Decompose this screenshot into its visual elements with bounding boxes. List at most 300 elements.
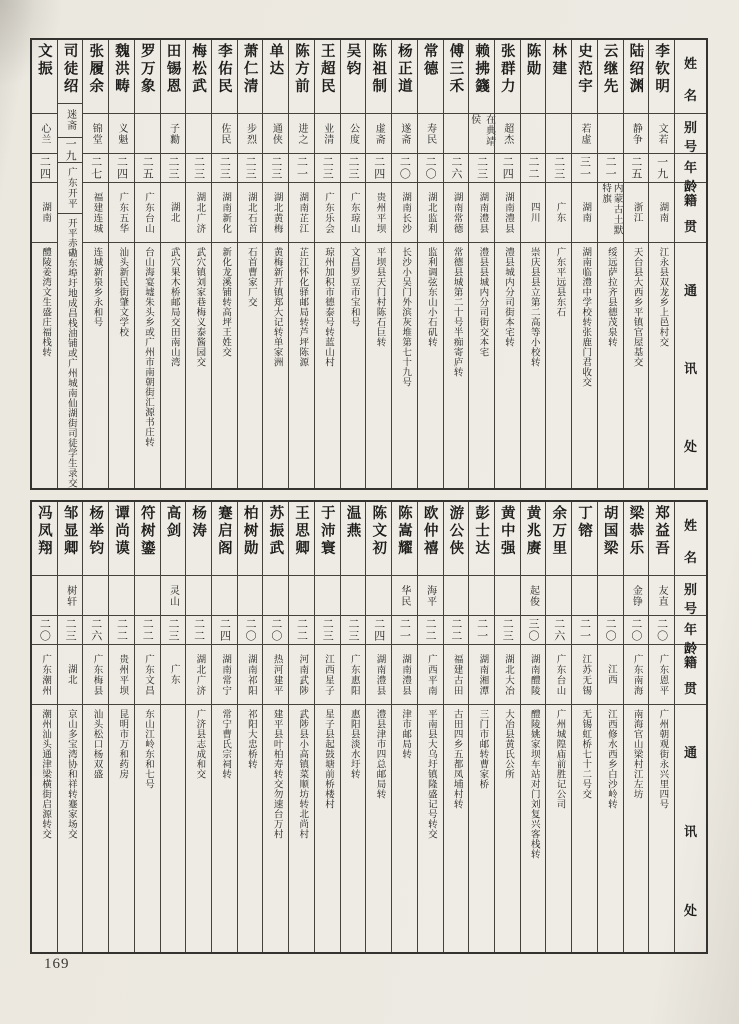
person-name-text: 丁镕 [575,505,592,540]
person-address-text: 武穴镇刘家巷梅义泰酱园交 [194,247,205,367]
person-origin-text: 江西星子 [323,653,334,696]
page-number: 169 [44,956,70,972]
person-column [57,40,83,488]
person-origin [649,645,674,705]
person-name-text: 史范宇 [575,43,592,96]
person-name [341,40,366,114]
person-alias-text: 灵山 [167,584,179,607]
person-column [571,502,597,952]
person-alias-text: 树轩 [64,584,76,607]
person-address [263,243,288,488]
person-column [82,502,108,952]
person-alias [186,576,211,616]
person-name [315,502,340,576]
person-address [83,243,108,488]
person-name-text: 符树鎏 [138,505,155,558]
person-age-text: 二三 [475,156,488,180]
person-age [58,138,83,163]
person-address [212,243,237,488]
person-name-text: 常德 [421,43,438,78]
person-address-text: 星子县起鼓塘前桥楼村 [323,709,334,809]
person-alias [341,576,366,616]
person-name-text: 司徒绍 [61,43,78,96]
person-origin-text: 江苏无锡 [580,653,591,696]
person-address [186,243,211,488]
person-address [546,243,571,488]
person-age [161,154,186,183]
person-alias [315,576,340,616]
person-name [572,502,597,576]
person-name [83,502,108,576]
person-name [469,40,494,114]
person-name [495,502,520,576]
person-column [340,40,366,488]
person-origin [546,183,571,243]
person-age [289,616,314,645]
person-alias [238,114,263,154]
person-address [161,705,186,952]
person-address [341,705,366,952]
person-address-text: 开平赤磡东埠圩地成昌栈油铺或广州城南仙湖街司徒学生录交 [65,218,76,488]
person-origin [495,645,520,705]
person-column [108,40,134,488]
person-origin [109,645,134,705]
person-name [495,40,520,114]
person-origin-text: 四川 [528,202,539,223]
person-age [649,154,674,183]
person-age [186,616,211,645]
person-age-text: 二五 [629,156,642,180]
person-name [649,502,674,576]
person-column [262,502,288,952]
person-column [623,502,649,952]
person-name-text: 陈文初 [370,505,387,558]
person-column [597,502,623,952]
person-age-text: 二三 [501,618,514,642]
person-address [521,705,546,952]
person-alias [392,114,417,154]
person-origin [135,183,160,243]
person-address-text: 东山江岭东和七号 [142,709,153,789]
person-age [649,616,674,645]
person-name-text: 田锡恩 [164,43,181,96]
person-age-text: 二三 [218,156,231,180]
person-column [545,40,571,488]
person-column [211,502,237,952]
person-name [238,502,263,576]
person-age [572,616,597,645]
person-name-text: 胡国梁 [601,505,618,558]
person-address-text: 常宁曹氏宗祠转 [220,709,231,779]
person-address [572,705,597,952]
person-origin-text: 浙江 [631,202,642,223]
person-address-text: 澧县县城内分司街交本宅 [477,247,488,357]
person-origin [315,183,340,243]
person-address-text: 平坝县天门村陈石巨转 [374,247,385,347]
person-address-text: 广州朝观街永兴里四号 [657,709,668,809]
person-address-text: 无锡虹桥七十二号交 [580,709,591,799]
person-alias [546,576,571,616]
person-name-text: 文振 [35,43,52,78]
person-origin [135,645,160,705]
person-column [160,502,186,952]
person-origin-text: 湖南长沙 [400,191,411,234]
person-column [391,502,417,952]
person-name [289,502,314,576]
person-age-text: 二三 [346,156,359,180]
person-age [135,154,160,183]
person-origin [238,645,263,705]
row-header-address-text: 通 讯 处 [683,282,697,455]
person-name-text: 萧仁清 [241,43,258,96]
person-address-text: 长沙小吴门外滨灰堆第七十九号 [400,247,411,387]
person-origin [238,183,263,243]
person-alias [495,576,520,616]
person-origin-text: 湖南澧县 [503,191,514,234]
person-origin-text: 湖北广济 [194,191,205,234]
person-address [58,214,83,488]
person-address-text: 建平县叶柏寿转交勿速台万村 [271,709,282,839]
person-address [341,243,366,488]
person-name-text: 吴钧 [344,43,361,78]
person-age [161,616,186,645]
person-name-text: 梁恭乐 [627,505,644,558]
person-column [520,502,546,952]
person-name-text: 柏树勋 [241,505,258,558]
person-address [315,243,340,488]
row-header-origin-text: 籍 贯 [683,192,697,235]
row-header-age [675,616,706,656]
person-address [624,705,649,952]
person-address [135,705,160,952]
person-age [418,616,443,645]
person-origin-text: 湖北监利 [425,191,436,234]
person-alias [546,114,571,154]
person-origin-text: 广东台山 [554,653,565,696]
person-alias-text: 华民 [398,584,410,607]
person-address-text: 澧县城内分司街本宅转 [503,247,514,347]
person-alias [135,576,160,616]
person-name [109,40,134,114]
person-name-text: 杨举钧 [87,505,104,558]
person-alias-text: 遂斋 [398,122,410,145]
person-origin [546,645,571,705]
person-address [444,705,469,952]
person-origin-text: 广东五华 [117,191,128,234]
person-age [444,154,469,183]
person-name [161,40,186,114]
person-alias [598,576,623,616]
person-name-text: 陆绍渊 [627,43,644,96]
person-age [444,616,469,645]
person-alias [366,114,391,154]
person-age [315,616,340,645]
person-address-text: 祁阳大忠桥转 [245,709,256,769]
person-age [135,616,160,645]
row-header-alias [675,576,706,616]
row-header-age-text: 年 龄 [683,622,697,656]
person-column [108,502,134,952]
person-column [391,40,417,488]
person-origin [392,645,417,705]
person-address [263,705,288,952]
person-name [392,40,417,114]
person-address [649,243,674,488]
person-address [546,705,571,952]
person-address [624,243,649,488]
person-address [469,705,494,952]
person-age [263,154,288,183]
row-header-alias [675,114,706,154]
person-origin-text: 湖南芷江 [297,191,308,234]
person-origin [341,183,366,243]
person-age-text: 二二 [527,156,540,180]
person-age-text: 二三 [64,618,77,642]
person-column [545,502,571,952]
person-age-text: 三〇 [527,618,540,642]
person-column [32,40,57,488]
person-origin-text: 湖南新化 [220,191,231,234]
person-alias [444,114,469,154]
person-column [468,40,494,488]
person-address-text: 三门市邮转曹家桥 [477,709,488,789]
person-address-text: 大冶县黄氏公所 [503,709,514,779]
person-origin [212,183,237,243]
person-origin-text: 河南武陟 [297,653,308,696]
person-origin [649,183,674,243]
row-header-age [675,154,706,194]
person-origin-text: 湖北石首 [245,191,256,234]
person-column [134,502,160,952]
person-origin-text: 广东惠阳 [348,653,359,696]
person-age [521,154,546,183]
person-address-text: 汕头松口杨双盛 [91,709,102,779]
person-column [340,502,366,952]
person-alias [624,114,649,154]
person-column [82,40,108,488]
person-alias-text: 迷斋 [64,109,76,132]
person-alias [58,104,83,138]
person-column [134,40,160,488]
person-origin-text: 湖北大冶 [503,653,514,696]
person-origin-text: 广东文昌 [142,653,153,696]
person-column [520,40,546,488]
person-name [161,502,186,576]
person-name [469,502,494,576]
person-age-text: 二三 [166,156,179,180]
person-name-text: 王超民 [318,43,335,96]
person-alias [32,576,57,616]
person-age-text: 二三 [552,156,565,180]
person-alias [109,114,134,154]
person-age [238,154,263,183]
person-age-text: 二〇 [424,156,437,180]
person-age [495,616,520,645]
person-age [341,616,366,645]
person-alias [289,576,314,616]
person-alias [521,114,546,154]
person-address-text: 古田四乡五都凤埔村转 [451,709,462,809]
person-name [263,502,288,576]
person-origin-text: 内蒙古土默特旗 [600,183,622,236]
person-origin-text: 湖南澧县 [477,191,488,234]
person-origin [58,645,83,705]
person-age [238,616,263,645]
person-name-text: 魏洪畴 [113,43,130,96]
person-name-text: 杨涛 [190,505,207,540]
person-name [135,502,160,576]
person-age-text: 二二 [449,618,462,642]
person-alias [572,576,597,616]
person-origin [444,645,469,705]
person-address [186,705,211,952]
person-name-text: 李钦明 [653,43,670,96]
person-address-text: 监利调弦东山小石矶转 [425,247,436,347]
person-address-text: 广州城隍庙前胜记公司 [554,709,565,809]
person-name [624,40,649,114]
person-name [135,40,160,114]
person-age [418,154,443,183]
person-origin-text: 广东梅县 [91,653,102,696]
person-name [315,40,340,114]
person-name-text: 傅三禾 [447,43,464,96]
row-headers-column [674,502,706,952]
person-address [392,243,417,488]
person-origin-text: 湖南 [40,202,51,223]
person-address-text: 昆明市万和药房 [117,709,128,779]
person-address [521,243,546,488]
person-origin [418,645,443,705]
person-alias-text: 寿民 [424,122,436,145]
person-origin-text: 福建连城 [91,191,102,234]
person-name [341,502,366,576]
person-alias-text: 通侠 [270,122,282,145]
person-origin [32,183,57,243]
person-age [598,154,623,183]
person-alias [392,576,417,616]
person-age [32,154,57,183]
person-origin-text: 贵州平坝 [117,653,128,696]
person-name [649,40,674,114]
person-column [237,502,263,952]
person-name [289,40,314,114]
person-address-text: 黄梅新开镇郑大记转单家洲 [271,247,282,367]
person-age-text: 二二 [115,618,128,642]
person-address [598,705,623,952]
person-name [444,40,469,114]
person-address-text: 醴陵姚家坝车站对门刘复兴客栈转 [528,709,539,859]
person-address-text: 武陟县小高镇菜顺坊转北尚村 [297,709,308,839]
person-address-text: 江西修水西乡白沙岭转 [605,709,616,809]
person-address [109,243,134,488]
person-name-text: 单达 [267,43,284,78]
person-alias [341,114,366,154]
person-address [649,705,674,952]
person-alias [598,114,623,154]
person-address-text: 潮州汕头通津梁横街启源转交 [40,709,51,839]
person-age [212,616,237,645]
person-age-text: 二四 [115,156,128,180]
person-alias [469,576,494,616]
person-origin-text: 湖南湘潭 [477,653,488,696]
person-origin-text: 广东恩平 [657,653,668,696]
person-name-text: 赖拂籛 [473,43,490,96]
person-name [444,502,469,576]
person-name-text: 张群力 [498,43,515,96]
person-origin-text: 广东台山 [142,191,153,234]
person-column [237,40,263,488]
person-name-text: 杨正道 [395,43,412,96]
person-name-text: 陈勋 [524,43,541,78]
person-column [160,40,186,488]
person-alias-text: 公度 [347,122,359,145]
person-name-text: 陈嵩耀 [395,505,412,558]
person-name-text: 于沛寰 [318,505,335,558]
row-header-origin-text: 籍 贯 [683,654,697,697]
person-origin [366,645,391,705]
person-column [443,40,469,488]
person-origin-text: 湖南常宁 [220,653,231,696]
person-address-text: 文昌罗豆市宝和号 [348,247,359,327]
person-origin-text: 广东潮州 [40,653,51,696]
row-header-alias-text: 别 号 [683,120,697,154]
person-name-text: 张履余 [87,43,104,96]
person-origin [109,183,134,243]
person-age-text: 二一 [295,156,308,180]
person-alias [289,114,314,154]
person-age [289,154,314,183]
person-origin [495,183,520,243]
person-name-text: 郑益吾 [653,505,670,558]
person-name [212,502,237,576]
person-alias-text: 友直 [656,584,668,607]
person-origin [572,183,597,243]
person-origin [212,645,237,705]
person-name-text: 欧仲禧 [421,505,438,558]
person-name-text: 李佑民 [215,43,232,96]
person-address-text: 天台县大西乡平镇官屋基交 [631,247,642,367]
person-age-text: 二三 [321,156,334,180]
person-age-text: 二〇 [244,618,257,642]
person-column [623,40,649,488]
person-origin-text: 湖南祁阳 [245,653,256,696]
person-origin [624,183,649,243]
person-alias [58,576,83,616]
person-age-text: 二三 [321,618,334,642]
person-name-text: 蹇启阁 [215,505,232,558]
person-alias [469,114,494,154]
person-address-text: 石首曹家厂交 [245,247,256,307]
person-age [186,154,211,183]
person-name [546,40,571,114]
person-address-text: 琼州加积市德泰号转蓝山村 [323,247,334,367]
person-age-text: 二四 [218,618,231,642]
person-age [546,154,571,183]
person-address [32,243,57,488]
person-alias [135,114,160,154]
row-header-alias-text: 别 号 [683,582,697,616]
person-alias [444,576,469,616]
person-origin [392,183,417,243]
person-age [572,154,597,183]
person-alias [418,114,443,154]
person-age-text: 二六 [89,618,102,642]
person-origin-text: 广东 [554,202,565,223]
person-name-text: 余万里 [550,505,567,558]
person-origin [572,645,597,705]
person-origin [32,645,57,705]
person-age [315,154,340,183]
